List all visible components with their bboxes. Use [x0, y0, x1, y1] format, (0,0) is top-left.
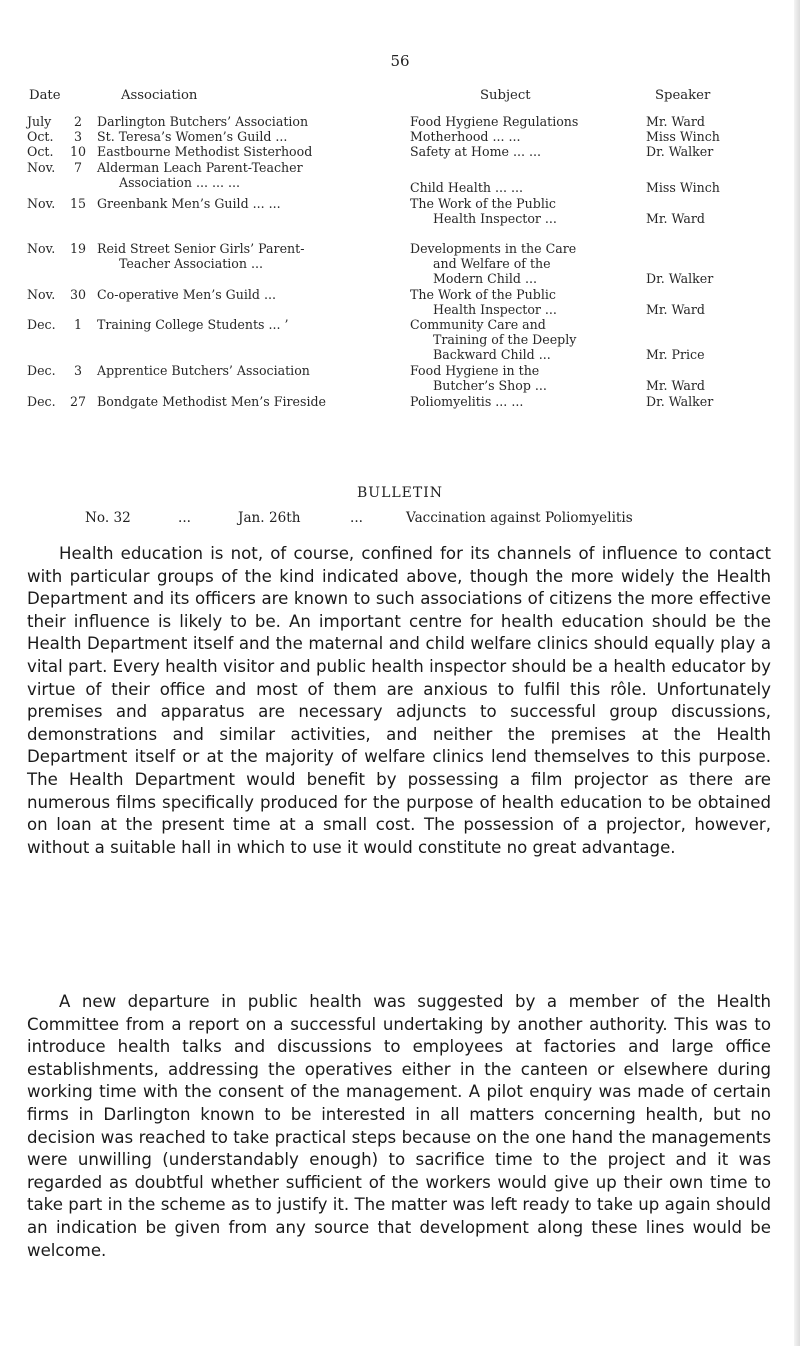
row-month: Nov.	[27, 241, 56, 256]
row-subject-cont: Training of the Deeply	[433, 332, 577, 347]
row-month: Oct.	[27, 129, 54, 144]
row-month: July	[27, 114, 52, 129]
row-day: 19	[70, 241, 87, 256]
row-subject: The Work of the Public	[410, 196, 556, 211]
row-month: Oct.	[27, 144, 54, 159]
row-subject: The Work of the Public	[410, 287, 556, 302]
row-association: Eastbourne Methodist Sisterhood	[97, 144, 313, 159]
row-association-cont: Association ... ... ...	[119, 175, 241, 190]
bulletin-leader-2: ...	[350, 510, 363, 526]
row-speaker: Mr. Ward	[646, 302, 705, 317]
row-subject-cont: Health Inspector ...	[433, 302, 557, 317]
row-subject: Child Health ... ...	[410, 180, 524, 195]
row-speaker: Miss Winch	[646, 180, 720, 195]
row-speaker: Dr. Walker	[646, 271, 714, 286]
row-subject: Food Hygiene in the	[410, 363, 540, 378]
row-day: 7	[73, 160, 82, 175]
row-speaker: Dr. Walker	[646, 394, 714, 409]
header-date: Date	[29, 88, 61, 103]
row-association: Co-operative Men’s Guild ...	[97, 287, 276, 302]
row-day: 27	[70, 394, 87, 409]
row-subject: Food Hygiene Regulations	[410, 114, 579, 129]
row-day: 2	[73, 114, 82, 129]
row-speaker: Mr. Price	[646, 347, 705, 362]
row-day: 15	[70, 196, 87, 211]
row-subject-cont: Modern Child ...	[433, 271, 538, 286]
row-speaker: Dr. Walker	[646, 144, 714, 159]
paragraph-1: Health education is not, of course, confined for its channels of influence to contact with particular groups of the kind indicated above, though the more widely the Health Department and its officers are known to such associations of citizens the more effective their influence is likely to be. An important centre for health education should be the Health Department itself and the maternal and child welfare clinics should equally play a vital part. Every health visitor and public health inspector should be a health educator by virtue of their office and most of them are anxious to fulfil this rôle. Unfortunately premises and apparatus are necessary adjuncts to successful group discussions, demonstrations and similar activities, and neither the premises at the Health Department itself or at the majority of welfare clinics lend themselves to this purpose. The Health Department would benefit by possessing a film projector as there are numerous films specifically produced for the purpose of health education to be obtained on loan at the present time at a small cost. The possession of a projector, however, without a suitable hall in which to use it would constitute no great advantage.	[27, 544, 771, 857]
row-association: Darlington Butchers’ Association	[97, 114, 309, 129]
row-association: Bondgate Methodist Men’s Fireside	[97, 394, 326, 409]
bulletin-number: No. 32	[85, 510, 131, 526]
header-association: Association	[121, 88, 198, 103]
row-association-cont: Teacher Association ...	[119, 256, 264, 271]
row-month: Dec.	[27, 363, 56, 378]
row-association: Training College Students ... ’	[97, 317, 289, 332]
header-subject: Subject	[480, 88, 531, 103]
row-subject-cont: Backward Child ...	[433, 347, 551, 362]
row-association: Alderman Leach Parent-Teacher	[97, 160, 303, 175]
row-day: 30	[70, 287, 87, 302]
paragraph-2: A new departure in public health was suggested by a member of the Health Committee from a report on a successful undertaking by another authority. This was to introduce health talks and discussions to employees at factories and large office establishments, addressing the operatives either in the canteen or elsewhere during working time with the consent of the management. A pilot enquiry was made of certain firms in Darlington known to be interested in all matters concerning health, but no decision was reached to take practical steps because on the one hand the managements were unwilling (understandably enough) to sacrifice time to the project and it was regarded as doubtful whether sufficient of the workers would give up their own time to take part in the scheme as to justify it. The matter was left ready to take up again should an indication be given from any source that development along these lines would be welcome.	[27, 992, 771, 1260]
row-association: Apprentice Butchers’ Association	[97, 363, 310, 378]
row-association: St. Teresa’s Women’s Guild ...	[97, 129, 288, 144]
row-month: Nov.	[27, 287, 56, 302]
row-subject: Safety at Home ... ...	[410, 144, 541, 159]
bulletin-subject: Vaccination against Poliomyelitis	[406, 510, 633, 526]
row-month: Dec.	[27, 394, 56, 409]
row-subject-cont: Butcher’s Shop ...	[433, 378, 547, 393]
row-speaker: Miss Winch	[646, 129, 720, 144]
row-subject: Motherhood ... ...	[410, 129, 521, 144]
row-subject: Poliomyelitis ... ...	[410, 394, 524, 409]
header-speaker: Speaker	[655, 88, 711, 103]
row-month: Dec.	[27, 317, 56, 332]
row-month: Nov.	[27, 196, 56, 211]
row-speaker: Mr. Ward	[646, 114, 705, 129]
row-day: 3	[73, 363, 82, 378]
row-subject: Developments in the Care	[410, 241, 577, 256]
page-number: 56	[390, 52, 410, 70]
row-day: 1	[73, 317, 82, 332]
row-day: 10	[70, 144, 87, 159]
row-speaker: Mr. Ward	[646, 378, 705, 393]
row-association: Reid Street Senior Girls’ Parent-	[97, 241, 305, 256]
row-day: 3	[73, 129, 82, 144]
row-subject-cont: and Welfare of the	[433, 256, 551, 271]
row-speaker: Mr. Ward	[646, 211, 705, 226]
row-month: Nov.	[27, 160, 56, 175]
row-subject: Community Care and	[410, 317, 546, 332]
page-edge-shadow	[794, 0, 800, 1346]
bulletin-leader-1: ...	[178, 510, 191, 526]
bulletin-date: Jan. 26th	[238, 510, 301, 526]
bulletin-title: BULLETIN	[356, 485, 444, 501]
row-association: Greenbank Men’s Guild ... ...	[97, 196, 281, 211]
row-subject-cont: Health Inspector ...	[433, 211, 557, 226]
